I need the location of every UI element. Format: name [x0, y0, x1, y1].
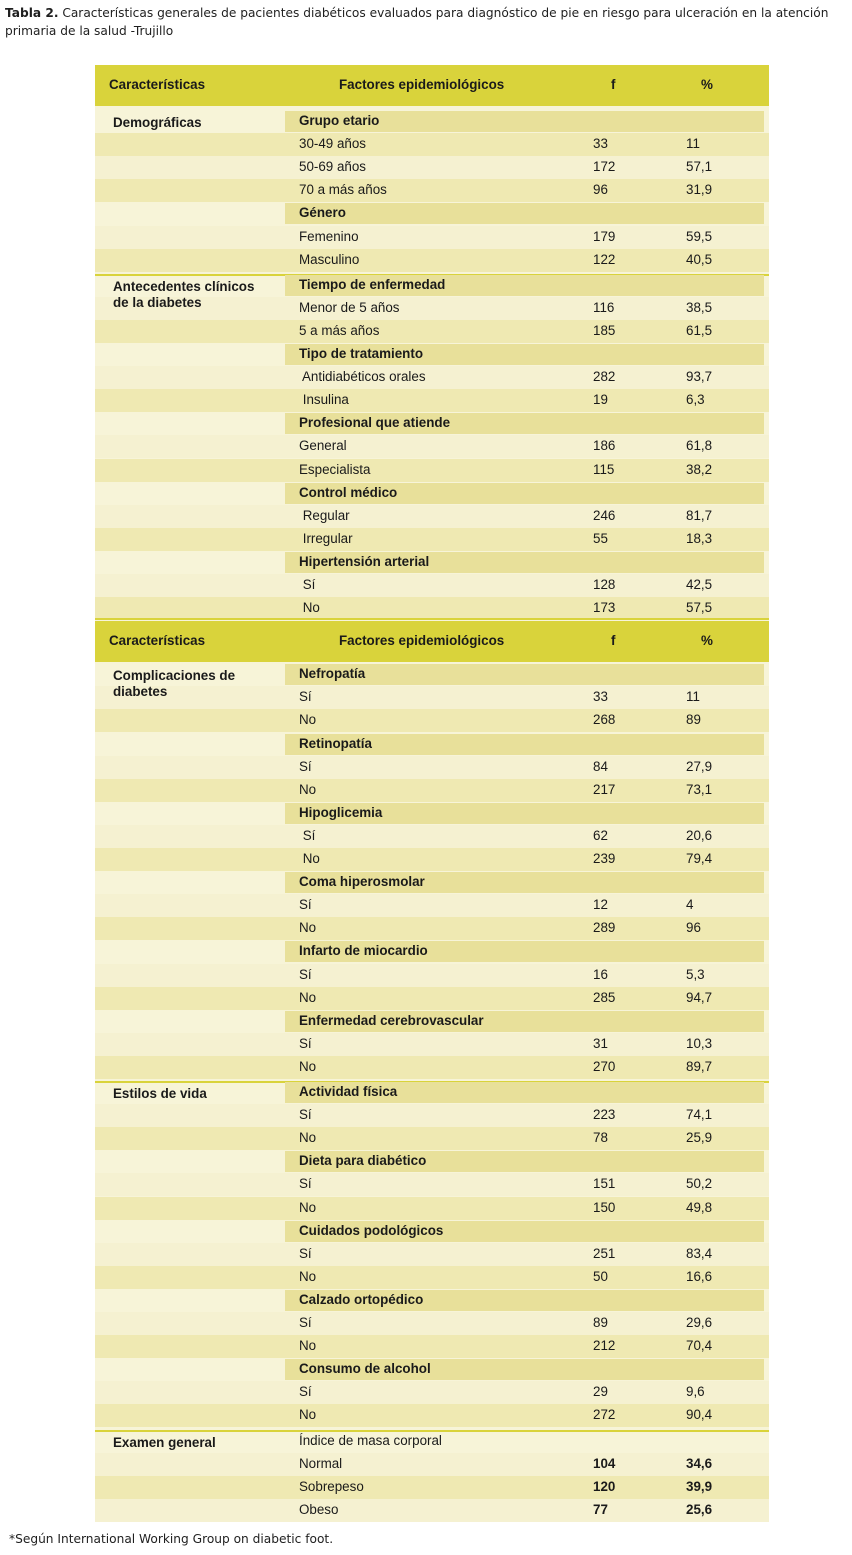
table-row — [95, 756, 769, 779]
frequency-value: 270 — [593, 1058, 616, 1074]
table-row — [95, 366, 769, 389]
percent-value: 90,4 — [686, 1407, 713, 1423]
table-row — [95, 848, 769, 871]
factor-group-title: Hipoglicemia — [299, 804, 383, 820]
characteristics-table — [95, 65, 769, 1519]
percent-value: 42,5 — [686, 577, 713, 592]
subheader-row — [95, 1358, 769, 1381]
factor-name: Sobrepeso — [299, 1478, 364, 1494]
table-row — [95, 156, 769, 179]
header-col4: % — [701, 633, 713, 649]
factor-name: 70 a más años — [299, 182, 387, 198]
subheader-band — [285, 203, 764, 224]
percent-value: 94,7 — [686, 989, 713, 1005]
table-row — [95, 1476, 769, 1499]
factor-name: Sí — [299, 1035, 312, 1051]
frequency-value: 185 — [593, 322, 616, 338]
frequency-value: 217 — [593, 781, 616, 797]
frequency-value: 212 — [593, 1338, 616, 1354]
frequency-value: 150 — [593, 1199, 616, 1215]
row-group-label: Estilos de vida — [113, 1086, 207, 1101]
factor-name: No — [299, 1199, 317, 1215]
factor-name: No — [299, 712, 317, 728]
table-row — [95, 505, 769, 528]
percent-value: 93,7 — [686, 369, 713, 385]
factor-name: Sí — [299, 966, 312, 982]
percent-value: 79,4 — [686, 851, 713, 866]
row-group-label: Examen general — [113, 1434, 216, 1450]
percent-value: 89 — [686, 712, 701, 728]
frequency-value: 268 — [593, 712, 616, 728]
frequency-value: 128 — [593, 577, 616, 592]
factor-name: Sí — [299, 897, 312, 913]
footnote: *Según International Working Group on diabetic foot. — [9, 1532, 334, 1546]
subheader-row — [95, 1289, 769, 1312]
factor-name: Normal — [299, 1455, 343, 1471]
subheader-row — [95, 733, 769, 756]
table-row — [95, 1381, 769, 1404]
percent-value: 11 — [686, 689, 700, 705]
factor-group-title: Dieta para diabético — [299, 1153, 427, 1169]
percent-value: 39,9 — [686, 1478, 713, 1494]
frequency-value: 172 — [593, 159, 616, 175]
percent-value: 89,7 — [686, 1058, 713, 1074]
factor-name: Femenino — [299, 228, 359, 244]
factor-name: No — [299, 1338, 317, 1354]
frequency-value: 33 — [593, 136, 608, 152]
percent-value: 31,9 — [686, 182, 713, 198]
frequency-value: 29 — [593, 1384, 608, 1400]
factor-group-title: Actividad física — [299, 1084, 398, 1099]
frequency-value: 16 — [593, 966, 608, 982]
factor-group-title: Coma hiperosmolar — [299, 874, 425, 890]
percent-value: 5,3 — [686, 966, 705, 982]
table-row — [95, 389, 769, 412]
subheader-row — [95, 412, 769, 435]
table-row — [95, 709, 769, 732]
frequency-value: 186 — [593, 438, 616, 454]
percent-value: 25,6 — [686, 1501, 713, 1517]
factor-name: Obeso — [299, 1501, 339, 1517]
table-row — [95, 1173, 769, 1196]
factor-group-title: Índice de masa corporal — [299, 1432, 442, 1448]
header-col2: Factores epidemiológicos — [339, 77, 505, 92]
table-row — [95, 1197, 769, 1220]
factor-name: No — [299, 1130, 317, 1146]
percent-value: 29,6 — [686, 1315, 713, 1330]
caption-text: Características generales de pacientes diabéticos evaluados para diagnóstico de pie en riesgo para ulceración en la atención primaria de la salud -Trujillo — [5, 6, 829, 38]
table-row — [95, 179, 769, 202]
table-row — [95, 1056, 769, 1079]
table-row — [95, 1312, 769, 1335]
frequency-value: 19 — [593, 392, 608, 408]
frequency-value: 246 — [593, 507, 616, 523]
factor-name: Sí — [299, 1384, 312, 1400]
factor-group-title: Hipertensión arterial — [299, 553, 430, 569]
frequency-value: 89 — [593, 1315, 608, 1330]
percent-value: 49,8 — [686, 1199, 713, 1215]
factor-name: No — [299, 600, 320, 616]
subheader-row — [95, 871, 769, 894]
subheader-row — [95, 343, 769, 366]
percent-value: 4 — [686, 897, 694, 913]
table-row — [95, 320, 769, 343]
factor-name: No — [299, 851, 320, 866]
percent-value: 9,6 — [686, 1384, 705, 1400]
factor-name: No — [299, 781, 317, 797]
subheader-row — [95, 1010, 769, 1033]
subheader-row — [95, 1150, 769, 1173]
frequency-value: 272 — [593, 1407, 616, 1423]
factor-name: No — [299, 920, 317, 936]
row-group-label: Complicaciones de diabetes — [113, 668, 236, 700]
factor-name: Antidiabéticos orales — [299, 369, 426, 385]
table-row — [95, 597, 769, 620]
table-header-row — [95, 65, 769, 106]
percent-value: 57,5 — [686, 600, 713, 616]
table-row — [95, 1453, 769, 1476]
factor-name: No — [299, 1058, 317, 1074]
frequency-value: 31 — [593, 1035, 608, 1051]
percent-value: 73,1 — [686, 781, 713, 797]
factor-name: Sí — [299, 689, 312, 705]
table-header-row — [95, 621, 769, 662]
table-row — [95, 964, 769, 987]
factor-group-title: Retinopatía — [299, 735, 372, 751]
subheader-row — [95, 1220, 769, 1243]
factor-name: Sí — [299, 1245, 312, 1261]
factor-name: No — [299, 1407, 317, 1423]
frequency-value: 12 — [593, 897, 608, 913]
header-col1: Características — [109, 77, 206, 92]
percent-value: 20,6 — [686, 827, 713, 843]
table-row — [95, 435, 769, 458]
header-col1: Características — [109, 633, 206, 649]
percent-value: 38,5 — [686, 299, 713, 315]
percent-value: 81,7 — [686, 507, 713, 523]
factor-group-title: Género — [299, 205, 346, 221]
frequency-value: 33 — [593, 689, 608, 705]
frequency-value: 251 — [593, 1245, 616, 1261]
percent-value: 27,9 — [686, 758, 713, 774]
frequency-value: 62 — [593, 827, 608, 843]
percent-value: 57,1 — [686, 159, 713, 175]
frequency-value: 289 — [593, 920, 616, 936]
table-caption — [5, 4, 847, 40]
header-col4: % — [701, 77, 713, 92]
factor-name: Sí — [299, 1315, 312, 1330]
table-row — [95, 1243, 769, 1266]
table-row — [95, 528, 769, 551]
percent-value: 83,4 — [686, 1245, 713, 1261]
table-row — [95, 249, 769, 272]
percent-value: 16,6 — [686, 1268, 713, 1284]
subheader-row — [95, 551, 769, 574]
table-row — [95, 1499, 769, 1522]
percent-value: 25,9 — [686, 1130, 713, 1146]
percent-value: 40,5 — [686, 251, 713, 267]
header-col2: Factores epidemiológicos — [339, 633, 505, 649]
percent-value: 70,4 — [686, 1338, 713, 1354]
factor-name: 5 a más años — [299, 322, 380, 338]
factor-group-title: Cuidados podológicos — [299, 1222, 444, 1238]
frequency-value: 77 — [593, 1501, 608, 1517]
percent-value: 10,3 — [686, 1035, 713, 1051]
row-group-label: Antecedentes clínicos de la diabetes — [113, 278, 255, 310]
frequency-value: 120 — [593, 1478, 616, 1494]
frequency-value: 116 — [593, 299, 615, 315]
factor-name: 30-49 años — [299, 136, 367, 152]
frequency-value: 282 — [593, 369, 616, 385]
factor-name: General — [299, 438, 347, 454]
frequency-value: 179 — [593, 228, 616, 244]
factor-name: Insulina — [299, 392, 349, 408]
table-row — [95, 133, 769, 156]
factor-name: Sí — [299, 577, 316, 592]
factor-group-title: Enfermedad cerebrovascular — [299, 1012, 484, 1028]
factor-name: Sí — [299, 827, 316, 843]
table-row — [95, 917, 769, 940]
table-row — [95, 1127, 769, 1150]
percent-value: 59,5 — [686, 228, 713, 244]
subheader-row — [95, 482, 769, 505]
row-group-label: Demográficas — [113, 115, 202, 130]
factor-name: Irregular — [299, 530, 353, 546]
factor-group-title: Tiempo de enfermedad — [299, 276, 446, 292]
subheader-row — [95, 802, 769, 825]
factor-group-title: Profesional que atiende — [299, 415, 451, 431]
factor-name: No — [299, 1268, 317, 1284]
percent-value: 34,6 — [686, 1455, 713, 1471]
frequency-value: 84 — [593, 758, 608, 774]
header-col3: f — [611, 633, 616, 649]
block-separator — [95, 618, 769, 620]
table-row — [95, 825, 769, 848]
percent-value: 18,3 — [686, 530, 713, 546]
factor-name: 50-69 años — [299, 159, 367, 175]
factor-group-title: Control médico — [299, 484, 398, 500]
frequency-value: 55 — [593, 530, 608, 546]
percent-value: 96 — [686, 920, 701, 936]
factor-name: Regular — [299, 507, 350, 523]
factor-name: Sí — [299, 1107, 312, 1123]
frequency-value: 173 — [593, 600, 616, 616]
factor-name: Sí — [299, 1176, 312, 1192]
table-row — [95, 1266, 769, 1289]
table-row — [95, 226, 769, 249]
frequency-value: 239 — [593, 851, 616, 866]
table-row — [95, 894, 769, 917]
percent-value: 61,5 — [686, 322, 713, 338]
factor-name: No — [299, 989, 317, 1005]
frequency-value: 285 — [593, 989, 616, 1005]
factor-group-title: Nefropatía — [299, 666, 366, 682]
subheader-row — [95, 202, 769, 225]
table-row — [95, 987, 769, 1010]
percent-value: 11 — [686, 136, 700, 152]
frequency-value: 96 — [593, 182, 608, 198]
caption-label: Tabla 2. — [5, 6, 59, 20]
table-row — [95, 574, 769, 597]
factor-name: Menor de 5 años — [299, 299, 400, 315]
frequency-value: 115 — [593, 461, 615, 477]
percent-value: 74,1 — [686, 1107, 713, 1123]
table-row — [95, 459, 769, 482]
factor-group-title: Consumo de alcohol — [299, 1361, 431, 1377]
table-row — [95, 1404, 769, 1427]
table-row — [95, 1335, 769, 1358]
frequency-value: 151 — [593, 1176, 616, 1192]
factor-group-title: Tipo de tratamiento — [299, 346, 424, 361]
frequency-value: 78 — [593, 1130, 608, 1146]
factor-name: Masculino — [299, 251, 360, 267]
factor-group-title: Grupo etario — [299, 113, 380, 128]
factor-group-title: Infarto de miocardio — [299, 943, 428, 959]
percent-value: 38,2 — [686, 461, 713, 477]
factor-group-title: Calzado ortopédico — [299, 1291, 424, 1307]
percent-value: 50,2 — [686, 1176, 713, 1192]
frequency-value: 122 — [593, 251, 616, 267]
percent-value: 6,3 — [686, 392, 705, 408]
factor-name: Sí — [299, 758, 312, 774]
frequency-value: 50 — [593, 1268, 608, 1284]
subheader-row — [95, 940, 769, 963]
factor-name: Especialista — [299, 461, 371, 477]
frequency-value: 104 — [593, 1455, 616, 1471]
table-row — [95, 779, 769, 802]
percent-value: 61,8 — [686, 438, 713, 454]
table-row — [95, 1033, 769, 1056]
header-col3: f — [611, 77, 616, 92]
table-row — [95, 1104, 769, 1127]
frequency-value: 223 — [593, 1107, 616, 1123]
